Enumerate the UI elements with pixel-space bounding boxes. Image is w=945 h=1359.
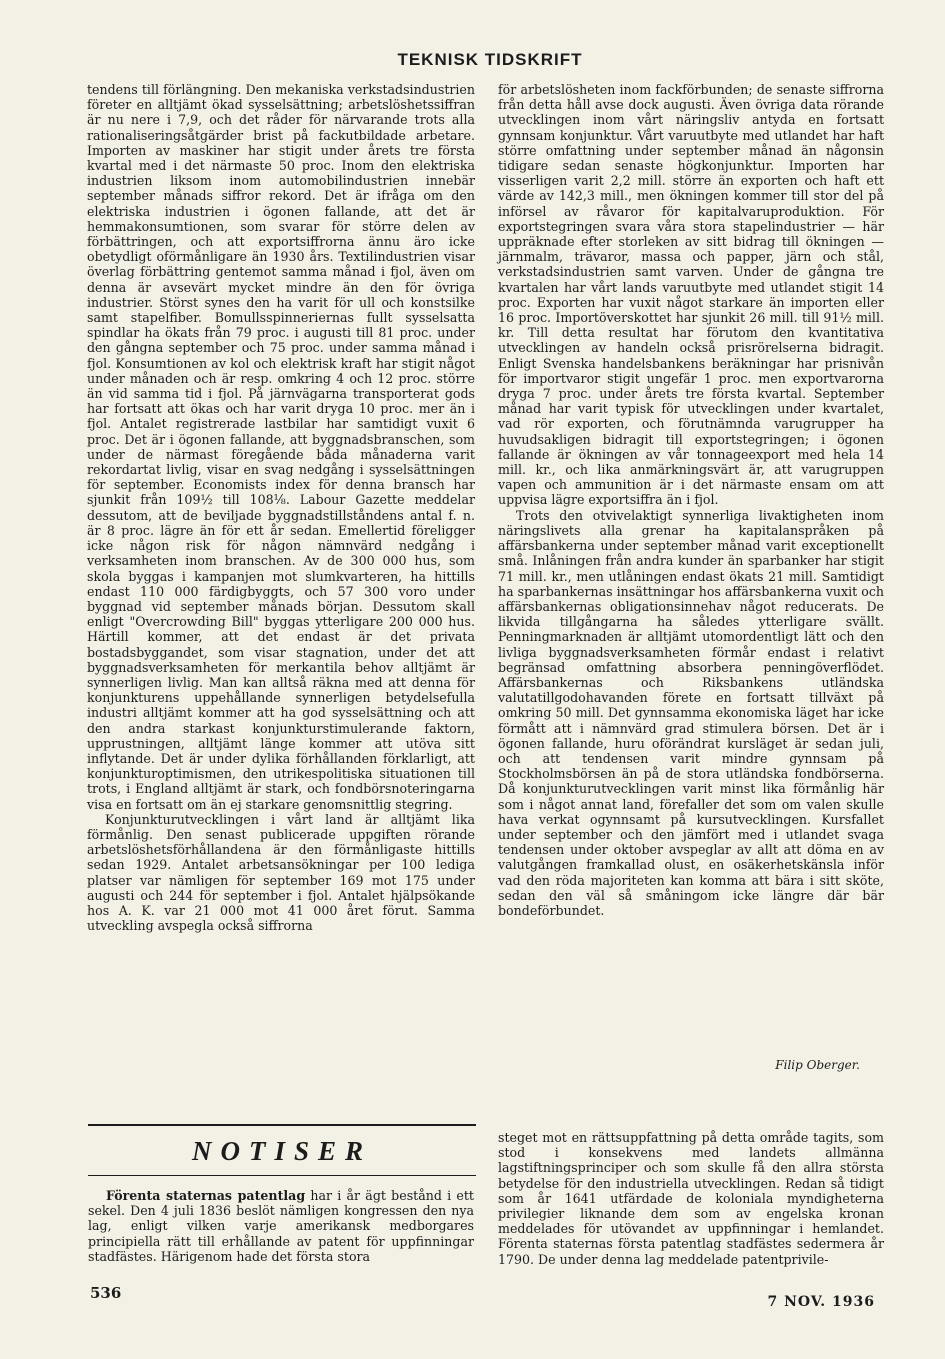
journal-title: TEKNISK TIDSKRIFT	[397, 50, 583, 69]
notiser-right-column	[498, 1130, 884, 1267]
author-signature: Filip Oberger.	[775, 1058, 860, 1072]
notice-lead: Förenta staternas patentlag	[106, 1188, 306, 1203]
right-column	[498, 82, 884, 918]
paragraph: Konjunkturutvecklingen i vårt land är alltjämt lika förmånlig. Den senast publicerade uppgiften rörande arbetslöshetsförhållandena är den förmånligaste hittills sedan 1929. Antalet arbetsansökningar per 100 lediga platser var nämligen för september 169 mot 175 under augusti och 244 för september i fjol. Antalet hjälpsökande hos A. K. var 21 000 mot 41 000 året förut. Samma utveckling avspegla också siffrorna	[87, 811, 475, 934]
paragraph	[88, 1188, 474, 1264]
left-column	[87, 82, 475, 933]
page-number: 536	[90, 1284, 122, 1302]
notiser-left-column	[88, 1188, 474, 1264]
paragraph: tendens till förlängning. Den mekaniska verkstadsindustrien företer en alltjämt ökad sysselsättning; arbetslöshetssiffran är nu nere i 7,9, och det råder för närvarande trots alla rationaliseringsåtgärder brist på fackutbildade arbetare. Importen av maskiner har stigit under årets tre första kvartal med i det närmaste 50 proc. Inom den elektriska industrien liksom inom automobilindustrien innebär september månads siffror rekord. Det är ifråga om den elektriska industrien i ögonen fallande, att det är hemmakonsumtionen, som svarar för större delen av förbättringen, och att exportsiffrorna ännu äro icke obetydligt oförmånligare än 1930 års. Textilindustrien visar överlag förbättring gentemot samma månad i fjol, även om denna är avsevärt mycket mindre än den för övriga industrier. Störst synes den ha varit för ull och konstsilke samt stapelfiber. Bomullsspinneriernas fullt sysselsatta spindlar ha ökats från 79 proc. i augusti till 81 proc. under den gångna september och 75 proc. under samma månad i fjol. Konsumtionen av kol och elektrisk kraft har stigit något under månaden och är resp. omkring 4 och 12 proc. större än vid samma tid i fjol. På järnvägarna transporterat gods har fortsatt att ökas och har varit dryga 10 proc. mer än i fjol. Antalet registrerade lastbilar har samtidigt vuxit 6 proc. Det är i ögonen fallande, att byggnadsbranschen, som under de närmast föregående båda månaderna varit rekordartat livlig, visar en svag nedgång i sysselsättningen för september. Economists index för denna bransch har sjunkit från 109½ till 108⅛. Labour Gazette meddelar dessutom, att de beviljade byggnadstillståndens antal f. n. är 8 proc. lägre än för ett år sedan. Emellertid föreligger icke någon risk för någon nämnvärd nedgång i verksamheten inom branschen. Av de 300 000 hus, som skola byggas i kampanjen mot slumkvarteren, ha hittills endast 110 000 färdigbyggts, och 57 300 voro under byggnad vid september månads början. Dessutom skall enligt "Overcrowding Bill" byggas ytterligare 200 000 hus. Härtill kommer, att det endast är det privata bostadsbyggandet, som visar stagnation, under det att byggnadsverksamheten för merkantila behov alltjämt är synnerligen livlig. Man kan alltså räkna med att denna för konjunkturens uppehållande synnerligen betydelsefulla industri alltjämt kommer att ha god sysselsättning och att den andra starkast konjunkturstimulerande faktorn, upprustningen, alltjämt länge kommer att utöva sitt inflytande. Det är under dylika förhållanden förklarligt, att konjunkturoptimismen, den utrikespolitiska situationen till trots, i England alltjämt är stark, och fondbörsnoteringarna visa en fortsatt om än ej starkare genomsnittlig stegring.	[87, 82, 475, 812]
paragraph: för arbetslösheten inom fackförbunden; de senaste siffrorna från detta håll avse dock augusti. Även övriga data rörande utvecklingen inom vårt näringsliv antyda en fortsatt gynnsam konjunktur. Vårt varuutbyte med utlandet har haft större omfattning under september månad än någonsin tidigare sedan senaste högkonjunktur. Importen har visserligen varit 2,2 mill. större än exporten och haft ett värde av 142,3 mill., men ökningen kommer till stor del på införsel av råvaror för kapitalvaruproduktion. För exportstegringen svara våra stora stapelindustrier — här uppräknade efter storleken av sitt bidrag till ökningen — järnmalm, trävaror, massa och papper, järn och stål, verkstadsindustrien samt varven. Under de gångna tre kvartalen har vårt lands varuutbyte med utlandet stigit 14 proc. Exporten har vuxit något starkare än importen eller 16 proc. Importöverskottet har sjunkit 26 mill. till 91½ mill. kr. Till detta resultat har förutom den kvantitativa utvecklingen av handeln också prisrörelserna bidragit. Enligt Svenska handelsbankens beräkningar har prisnivån för importvaror stigit ungefär 1 proc. men exportvarorna dryga 7 proc. under årets tre första kvartal. September månad har varit typisk för utvecklingen under kvartalet, vad rör exporten, och förutnämnda varugrupper ha huvudsakligen bidragit till exportstegringen; i ögonen fallande är ökningen av vår tonnageexport med hela 14 mill. kr., och lika anmärkningsvärt är, att varugruppen vapen och ammunition är i det närmaste ensam om att uppvisa lägre exportsiffra än i fjol.	[498, 82, 884, 508]
notice-text: har i år ägt bestånd i ett sekel. Den 4 juli 1836 beslöt nämligen kongressen den nya lag, enligt vilken varje amerikansk medborgares principiella rätt till erhållande av patent för uppfinningar stadfästes. Härigenom hade det första stora	[88, 1188, 474, 1264]
notiser-heading: NOTISER	[88, 1126, 476, 1176]
paragraph: Trots den otvivelaktigt synnerliga livaktigheten inom näringslivets alla grenar ha kapitalanspråken på affärsbankerna under september månad varit exceptionellt små. Inlåningen från andra kunder än sparbanker har stigit 71 mill. kr., men utlåningen endast ökats 21 mill. Samtidigt ha sparbankernas insättningar hos affärsbankerna vuxit och affärsbankernas obligationsinnehav något reducerats. De likvida tillgångarna ha således ytterligare svällt. Penningmarknaden är alltjämt utomordentligt lätt och den livliga byggnadsverksamheten förmår endast i relativt begränsad omfattning absorbera penningöverflödet. Affärsbankernas och Riksbankens utländska valutatillgodohavanden förete en fortsatt tillväxt på omkring 50 mill. Det gynnsamma ekonomiska läget har icke förmått att i nämnvärd grad stimulera börsen. Det är i ögonen fallande, huru oförändrat kursläget är sedan juli, och att tendensen varit mindre gynnsam på Stockholmsbörsen än på de stora utländska fondbörserna. Då konjunkturutvecklingen varit minst lika förmånlig här som i något annat land, förefaller det som om valen skulle hava verkat ogynnsamt på kursutvecklingen. Kursfallet under september och den jämfört med i utlandet svaga tendensen under oktober avspeglar av allt att döma en av valutgången framkallad olust, en osäkerhetskänsla inför vad den röda majoriteten kan komma att bära i sitt sköte, sedan den väl så småningom icke längre där bär bondeförbundet.	[498, 507, 884, 918]
issue-date: 7 NOV. 1936	[767, 1294, 875, 1310]
paragraph: steget mot en rättsuppfattning på detta område tagits, som stod i konsekvens med landets allmänna lagstiftningsprinciper och som skulle få den allra största betydelse för den industriella utvecklingen. Redan så tidigt som år 1641 utfärdade de koloniala myndigheterna privilegier liknande dem som av engelska kronan meddelades för utövandet av uppfinningar i hemlandet. Förenta staternas första patentlag stadfästes sedermera år 1790. De under denna lag meddelade patentprivile-	[498, 1130, 884, 1267]
